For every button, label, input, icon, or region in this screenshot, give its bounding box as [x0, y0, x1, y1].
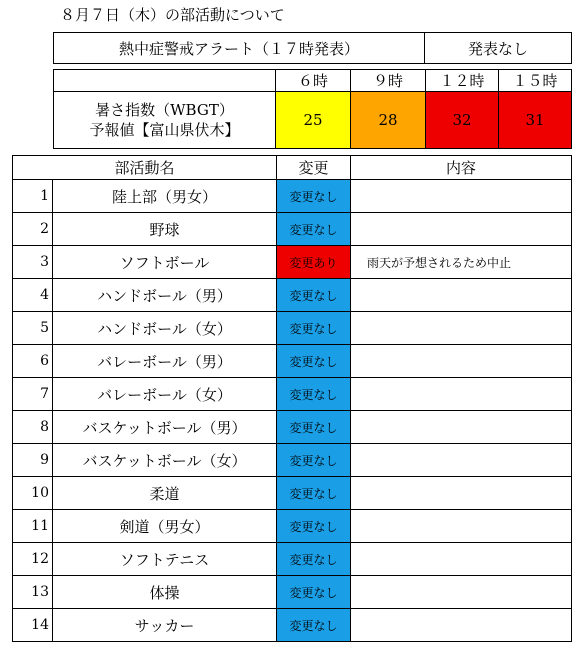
- wbgt-label: [54, 92, 276, 149]
- wbgt-time-0900: ９時: [351, 70, 426, 92]
- wbgt-value-0900: 28: [351, 92, 426, 149]
- club-change-status: 変更なし: [277, 312, 351, 345]
- club-change-status: 変更なし: [277, 411, 351, 444]
- wbgt-value-0600: 25: [276, 92, 351, 149]
- wbgt-value-1200: 32: [426, 92, 499, 149]
- club-number: 10: [13, 477, 53, 510]
- table-row: [13, 576, 572, 609]
- club-number: 6: [13, 345, 53, 378]
- club-name: 体操: [53, 576, 277, 609]
- club-name: ソフトボール: [53, 246, 277, 279]
- club-change-status: 変更なし: [277, 477, 351, 510]
- club-change-status: 変更なし: [277, 609, 351, 642]
- club-change-status: 変更あり: [277, 246, 351, 279]
- club-name: サッカー: [53, 609, 277, 642]
- wbgt-values-row: [54, 92, 572, 149]
- club-change-detail: [351, 609, 572, 642]
- wbgt-time-header-row: [54, 70, 572, 92]
- club-change-status: 変更なし: [277, 576, 351, 609]
- table-row: [13, 180, 572, 213]
- heatstroke-alert-table: [53, 32, 572, 64]
- page-heading: ８月７日（木）の部活動について: [60, 6, 285, 24]
- club-change-detail: [351, 345, 572, 378]
- club-change-detail: 雨天が予想されるため中止: [351, 246, 572, 279]
- club-name: ハンドボール（男）: [53, 279, 277, 312]
- alert-label: 熱中症警戒アラート（１７時発表）: [54, 33, 425, 64]
- table-row: [13, 609, 572, 642]
- club-change-detail: [351, 444, 572, 477]
- club-number: 7: [13, 378, 53, 411]
- club-name: ソフトテニス: [53, 543, 277, 576]
- club-change-detail: [351, 510, 572, 543]
- club-number: 5: [13, 312, 53, 345]
- wbgt-time-1200: １２時: [426, 70, 499, 92]
- club-change-status: 変更なし: [277, 180, 351, 213]
- wbgt-corner-cell: [54, 70, 276, 92]
- table-row: [13, 213, 572, 246]
- wbgt-label-line1: 暑さ指数（WBGT）: [95, 101, 234, 119]
- wbgt-forecast-table: [53, 69, 572, 149]
- club-change-detail: [351, 279, 572, 312]
- club-change-status: 変更なし: [277, 543, 351, 576]
- club-change-status: 変更なし: [277, 345, 351, 378]
- club-change-status: 変更なし: [277, 444, 351, 477]
- club-change-detail: [351, 378, 572, 411]
- club-table-header-row: [13, 156, 572, 180]
- header-detail: 内容: [351, 156, 572, 180]
- club-name: バレーボール（男）: [53, 345, 277, 378]
- club-number: 11: [13, 510, 53, 543]
- club-change-status: 変更なし: [277, 378, 351, 411]
- club-change-detail: [351, 411, 572, 444]
- club-change-status: 変更なし: [277, 213, 351, 246]
- table-row: [13, 345, 572, 378]
- table-row: [13, 279, 572, 312]
- table-row: [13, 246, 572, 279]
- club-change-detail: [351, 312, 572, 345]
- header-change: 変更: [277, 156, 351, 180]
- alert-value: 発表なし: [425, 33, 572, 64]
- table-row: [13, 477, 572, 510]
- club-change-detail: [351, 576, 572, 609]
- club-name: 野球: [53, 213, 277, 246]
- club-name: 柔道: [53, 477, 277, 510]
- table-row: [13, 411, 572, 444]
- club-number: 3: [13, 246, 53, 279]
- club-number: 14: [13, 609, 53, 642]
- club-number: 13: [13, 576, 53, 609]
- club-change-detail: [351, 543, 572, 576]
- club-change-detail: [351, 477, 572, 510]
- wbgt-time-1500: １５時: [499, 70, 572, 92]
- club-name: ハンドボール（女）: [53, 312, 277, 345]
- club-change-status: 変更なし: [277, 279, 351, 312]
- table-row: [13, 378, 572, 411]
- header-club-name: 部活動名: [13, 156, 277, 180]
- table-row: [13, 444, 572, 477]
- alert-row: [54, 33, 572, 64]
- club-name: 剣道（男女）: [53, 510, 277, 543]
- club-change-status: 変更なし: [277, 510, 351, 543]
- club-name: 陸上部（男女）: [53, 180, 277, 213]
- club-number: 2: [13, 213, 53, 246]
- table-row: [13, 312, 572, 345]
- club-name: バレーボール（女）: [53, 378, 277, 411]
- club-number: 1: [13, 180, 53, 213]
- club-name: バスケットボール（男）: [53, 411, 277, 444]
- club-number: 4: [13, 279, 53, 312]
- table-row: [13, 543, 572, 576]
- club-number: 8: [13, 411, 53, 444]
- club-change-detail: [351, 180, 572, 213]
- wbgt-label-line2: 予報値【富山県伏木】: [89, 121, 240, 139]
- table-row: [13, 510, 572, 543]
- wbgt-time-0600: ６時: [276, 70, 351, 92]
- club-activities-table: [12, 155, 572, 642]
- club-change-detail: [351, 213, 572, 246]
- wbgt-value-1500: 31: [499, 92, 572, 149]
- club-name: バスケットボール（女）: [53, 444, 277, 477]
- club-number: 12: [13, 543, 53, 576]
- club-number: 9: [13, 444, 53, 477]
